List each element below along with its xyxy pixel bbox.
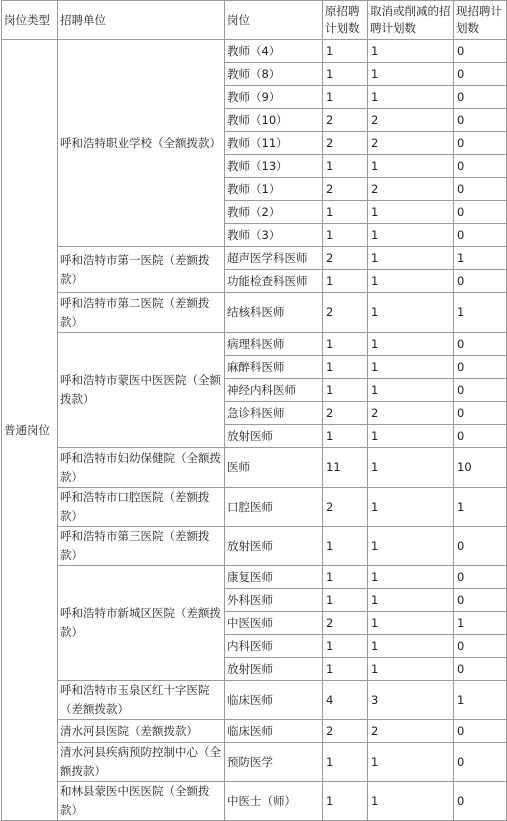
cancelled-plan-cell: 1 bbox=[368, 247, 454, 270]
current-plan-cell: 0 bbox=[454, 658, 507, 681]
post-cell: 功能检查科医师 bbox=[225, 270, 323, 293]
post-cell: 超声医学科医师 bbox=[225, 247, 323, 270]
post-cell: 教师（9） bbox=[225, 86, 323, 109]
current-plan-cell: 0 bbox=[454, 178, 507, 201]
current-plan-cell: 0 bbox=[454, 201, 507, 224]
table-row bbox=[2, 247, 507, 270]
unit-cell: 清水河县疾病预防控制中心（全额拨款） bbox=[58, 743, 225, 782]
original-plan-cell: 1 bbox=[323, 566, 368, 589]
current-plan-cell: 0 bbox=[454, 155, 507, 178]
post-cell: 教师（3） bbox=[225, 224, 323, 247]
unit-cell: 呼和浩特市新城区医院（差额拨款） bbox=[58, 566, 225, 681]
unit-cell: 和林县蒙医中医医院（全额拨款） bbox=[58, 782, 225, 821]
post-cell: 外科医师 bbox=[225, 589, 323, 612]
original-plan-cell: 2 bbox=[323, 720, 368, 743]
current-plan-cell: 0 bbox=[454, 270, 507, 293]
current-plan-cell: 1 bbox=[454, 681, 507, 720]
header-post-type: 岗位类型 bbox=[2, 1, 58, 40]
current-plan-cell: 0 bbox=[454, 379, 507, 402]
original-plan-cell: 2 bbox=[323, 293, 368, 333]
current-plan-cell: 0 bbox=[454, 425, 507, 448]
current-plan-cell: 1 bbox=[454, 293, 507, 333]
original-plan-cell: 1 bbox=[323, 224, 368, 247]
cancelled-plan-cell: 1 bbox=[368, 589, 454, 612]
post-cell: 教师（4） bbox=[225, 40, 323, 63]
post-cell: 教师（13） bbox=[225, 155, 323, 178]
cancelled-plan-cell: 1 bbox=[368, 425, 454, 448]
cancelled-plan-cell: 2 bbox=[368, 178, 454, 201]
post-cell: 放射医师 bbox=[225, 425, 323, 448]
table-row bbox=[2, 293, 507, 333]
cancelled-plan-cell: 1 bbox=[368, 635, 454, 658]
current-plan-cell: 0 bbox=[454, 589, 507, 612]
unit-cell: 呼和浩特市第一医院（差额拨款） bbox=[58, 247, 225, 293]
cancelled-plan-cell: 3 bbox=[368, 681, 454, 720]
table-body bbox=[2, 40, 507, 821]
cancelled-plan-cell: 1 bbox=[368, 356, 454, 379]
post-cell: 教师（2） bbox=[225, 201, 323, 224]
original-plan-cell: 1 bbox=[323, 201, 368, 224]
original-plan-cell: 1 bbox=[323, 86, 368, 109]
original-plan-cell: 1 bbox=[323, 40, 368, 63]
cancelled-plan-cell: 1 bbox=[368, 488, 454, 527]
original-plan-cell: 1 bbox=[323, 379, 368, 402]
cancelled-plan-cell: 2 bbox=[368, 132, 454, 155]
header-current-plan: 现招聘计划数 bbox=[454, 1, 507, 40]
current-plan-cell: 0 bbox=[454, 224, 507, 247]
post-cell: 教师（8） bbox=[225, 63, 323, 86]
original-plan-cell: 1 bbox=[323, 270, 368, 293]
current-plan-cell: 0 bbox=[454, 566, 507, 589]
cancelled-plan-cell: 2 bbox=[368, 109, 454, 132]
cancelled-plan-cell: 1 bbox=[368, 743, 454, 782]
current-plan-cell: 0 bbox=[454, 527, 507, 566]
cancelled-plan-cell: 1 bbox=[368, 270, 454, 293]
header-cancelled-plan: 取消或削减的招聘计划数 bbox=[368, 1, 454, 40]
post-cell: 教师（11） bbox=[225, 132, 323, 155]
table-row bbox=[2, 448, 507, 488]
unit-cell: 呼和浩特市玉泉区红十字医院（差额拨款） bbox=[58, 681, 225, 720]
cancelled-plan-cell: 1 bbox=[368, 782, 454, 821]
original-plan-cell: 2 bbox=[323, 178, 368, 201]
original-plan-cell: 4 bbox=[323, 681, 368, 720]
table-row bbox=[2, 566, 507, 589]
original-plan-cell: 1 bbox=[323, 527, 368, 566]
post-cell: 结核科医师 bbox=[225, 293, 323, 333]
post-cell: 急诊科医师 bbox=[225, 402, 323, 425]
post-cell: 神经内科医师 bbox=[225, 379, 323, 402]
original-plan-cell: 2 bbox=[323, 488, 368, 527]
post-cell: 教师（1） bbox=[225, 178, 323, 201]
cancelled-plan-cell: 1 bbox=[368, 448, 454, 488]
original-plan-cell: 1 bbox=[323, 658, 368, 681]
table-row bbox=[2, 488, 507, 527]
current-plan-cell: 10 bbox=[454, 448, 507, 488]
original-plan-cell: 11 bbox=[323, 448, 368, 488]
original-plan-cell: 1 bbox=[323, 63, 368, 86]
cancelled-plan-cell: 1 bbox=[368, 612, 454, 635]
original-plan-cell: 2 bbox=[323, 402, 368, 425]
cancelled-plan-cell: 1 bbox=[368, 333, 454, 356]
post-cell: 麻醉科医师 bbox=[225, 356, 323, 379]
header-original-plan: 原招聘计划数 bbox=[323, 1, 368, 40]
original-plan-cell: 1 bbox=[323, 155, 368, 178]
cancelled-plan-cell: 1 bbox=[368, 379, 454, 402]
post-cell: 临床医师 bbox=[225, 681, 323, 720]
current-plan-cell: 0 bbox=[454, 40, 507, 63]
current-plan-cell: 0 bbox=[454, 109, 507, 132]
original-plan-cell: 1 bbox=[323, 635, 368, 658]
original-plan-cell: 2 bbox=[323, 132, 368, 155]
unit-cell: 呼和浩特市蒙医中医医院（全额拨款） bbox=[58, 333, 225, 448]
cancelled-plan-cell: 1 bbox=[368, 293, 454, 333]
header-post: 岗位 bbox=[225, 1, 323, 40]
post-cell: 放射医师 bbox=[225, 527, 323, 566]
post-cell: 放射医师 bbox=[225, 658, 323, 681]
original-plan-cell: 1 bbox=[323, 782, 368, 821]
unit-cell: 呼和浩特市第三医院（差额拨款） bbox=[58, 527, 225, 566]
table-row bbox=[2, 681, 507, 720]
current-plan-cell: 0 bbox=[454, 63, 507, 86]
post-cell: 内科医师 bbox=[225, 635, 323, 658]
table-row bbox=[2, 720, 507, 743]
cancelled-plan-cell: 1 bbox=[368, 40, 454, 63]
unit-cell: 呼和浩特市口腔医院（差额拨款） bbox=[58, 488, 225, 527]
unit-cell: 清水河县医院（差额拨款） bbox=[58, 720, 225, 743]
table-row bbox=[2, 40, 507, 63]
post-cell: 预防医学 bbox=[225, 743, 323, 782]
cancelled-plan-cell: 1 bbox=[368, 224, 454, 247]
current-plan-cell: 0 bbox=[454, 782, 507, 821]
current-plan-cell: 0 bbox=[454, 635, 507, 658]
post-cell: 病理科医师 bbox=[225, 333, 323, 356]
original-plan-cell: 2 bbox=[323, 247, 368, 270]
post-cell: 医师 bbox=[225, 448, 323, 488]
unit-cell: 呼和浩特职业学校（全额拨款） bbox=[58, 40, 225, 247]
table-row bbox=[2, 527, 507, 566]
post-cell: 口腔医师 bbox=[225, 488, 323, 527]
original-plan-cell: 1 bbox=[323, 743, 368, 782]
original-plan-cell: 2 bbox=[323, 109, 368, 132]
cancelled-plan-cell: 2 bbox=[368, 720, 454, 743]
header-unit: 招聘单位 bbox=[58, 1, 225, 40]
original-plan-cell: 1 bbox=[323, 333, 368, 356]
original-plan-cell: 2 bbox=[323, 612, 368, 635]
cancelled-plan-cell: 2 bbox=[368, 402, 454, 425]
current-plan-cell: 1 bbox=[454, 247, 507, 270]
post-cell: 康复医师 bbox=[225, 566, 323, 589]
unit-cell: 呼和浩特市第二医院（差额拨款） bbox=[58, 293, 225, 333]
cancelled-plan-cell: 1 bbox=[368, 566, 454, 589]
recruitment-adjustment-table bbox=[1, 0, 507, 821]
unit-cell: 呼和浩特市妇幼保健院（全额拨款） bbox=[58, 448, 225, 488]
current-plan-cell: 0 bbox=[454, 356, 507, 379]
original-plan-cell: 1 bbox=[323, 356, 368, 379]
cancelled-plan-cell: 1 bbox=[368, 527, 454, 566]
post-cell: 中医医师 bbox=[225, 612, 323, 635]
post-type-cell: 普通岗位 bbox=[2, 40, 58, 821]
table-row bbox=[2, 333, 507, 356]
current-plan-cell: 0 bbox=[454, 402, 507, 425]
current-plan-cell: 0 bbox=[454, 720, 507, 743]
current-plan-cell: 0 bbox=[454, 132, 507, 155]
header-row bbox=[2, 1, 507, 40]
current-plan-cell: 0 bbox=[454, 743, 507, 782]
table-row bbox=[2, 743, 507, 782]
post-cell: 临床医师 bbox=[225, 720, 323, 743]
current-plan-cell: 1 bbox=[454, 488, 507, 527]
original-plan-cell: 1 bbox=[323, 425, 368, 448]
cancelled-plan-cell: 1 bbox=[368, 86, 454, 109]
post-cell: 教师（10） bbox=[225, 109, 323, 132]
current-plan-cell: 0 bbox=[454, 86, 507, 109]
current-plan-cell: 1 bbox=[454, 612, 507, 635]
cancelled-plan-cell: 1 bbox=[368, 63, 454, 86]
cancelled-plan-cell: 1 bbox=[368, 658, 454, 681]
original-plan-cell: 1 bbox=[323, 589, 368, 612]
cancelled-plan-cell: 1 bbox=[368, 155, 454, 178]
cancelled-plan-cell: 1 bbox=[368, 201, 454, 224]
current-plan-cell: 0 bbox=[454, 333, 507, 356]
post-cell: 中医士（师） bbox=[225, 782, 323, 821]
